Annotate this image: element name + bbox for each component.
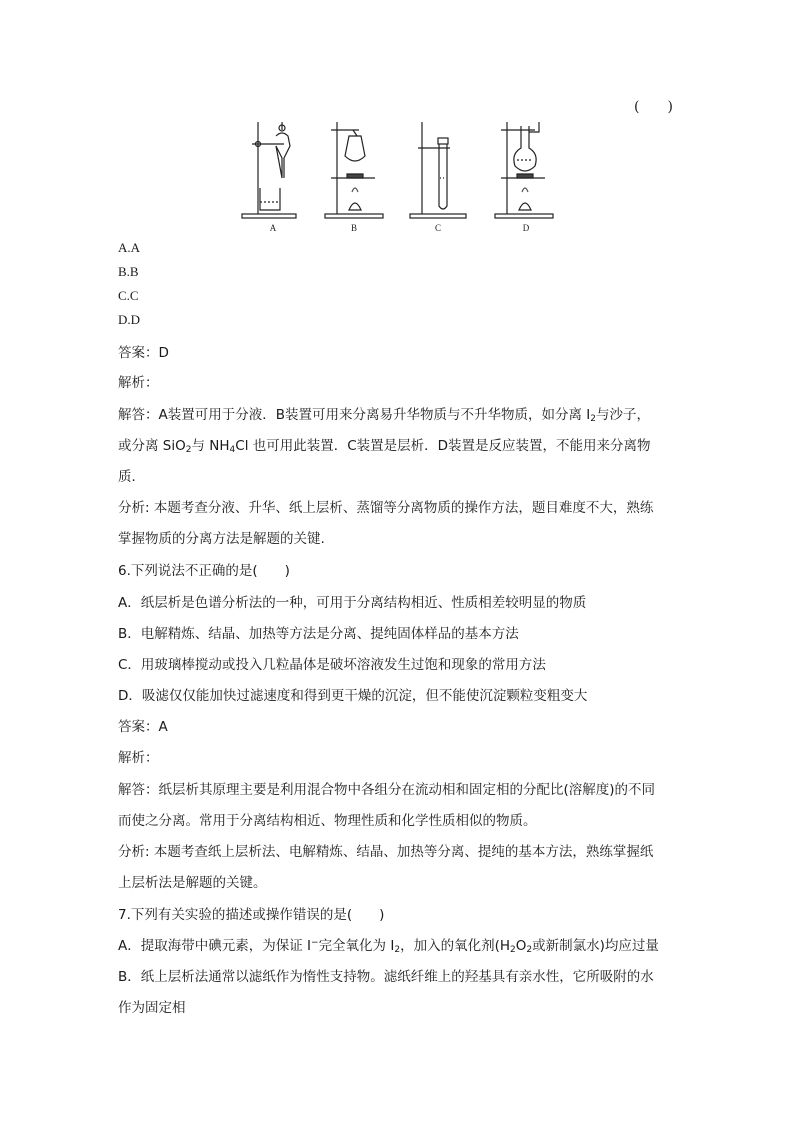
q7-title: 7.下列有关实验的描述或操作错误的是( )	[118, 907, 385, 923]
q7-option-b-line-1: B．纸上层析法通常以滤纸作为惰性支持物。滤纸纤维上的羟基具有亲水性，它所吸附的水	[118, 969, 654, 985]
q6-option-a: A．纸层析是色谱分析法的一种，可用于分离结构相近、性质相差较明显的物质	[118, 595, 587, 611]
q5-fenxi-line-2: 掌握物质的分离方法是解题的关键.	[118, 531, 325, 547]
q7-option-b-line-2: 作为固定相	[118, 1000, 186, 1016]
q5-jieda-line-3: 质．	[118, 469, 145, 485]
q5-option-a: A.A	[118, 240, 141, 255]
q6-option-c: C．用玻璃棒搅动或投入几粒晶体是破坏溶液发生过饱和现象的常用方法	[118, 657, 546, 673]
q5-option-d: D.D	[118, 312, 141, 327]
q5-jieda-line-2: 或分离 SiO$_2$与 $NH_4Cl$ 也可用此装置．C装置是层析．D装置是反应装置，不能用来分离物	[118, 438, 651, 455]
apparatus-b	[325, 122, 383, 218]
label-a: A	[269, 223, 277, 233]
q6-title: 6.下列说法不正确的是( )	[118, 563, 290, 579]
q7-option-a: A．提取海带中碘元素，为保证 I−完全氧化为 $I_2$，加入的氧化剂($H_2O_2$或新制氯水)均应过量	[118, 938, 659, 955]
apparatus-d	[495, 122, 553, 218]
apparatus-a	[242, 122, 296, 218]
apparatus-figure	[238, 118, 560, 238]
q6-jieda-line-1: 解答：纸层析其原理主要是利用混合物中各组分在流动相和固定相的分配比(溶解度)的不同	[118, 782, 656, 798]
q5-jieda-line-1: 解答：A装置可用于分液．B装置可用来分离易升华物质与不升华物质，如分离 $I_2$与沙子，	[118, 407, 651, 424]
q6-jieda-line-2: 而使之分离。常用于分离结构相近、物理性质和化学性质相似的物质。	[118, 813, 537, 829]
answer-bracket: ( )	[634, 99, 673, 115]
label-c: C	[434, 223, 442, 233]
q6-fenxi-line-2: 上层析法是解题的关键。	[118, 875, 267, 891]
q5-fenxi-line-1: 分析: 本题考查分液、升华、纸上层析、蒸馏等分离物质的操作方法，题目难度不大，熟练	[118, 500, 654, 516]
q5-jiexi: 解析：	[118, 375, 159, 391]
q6-option-d: D．吸滤仅仅能加快过滤速度和得到更干燥的沉淀，但不能使沉淀颗粒变粗变大	[118, 688, 588, 704]
q6-option-b: B．电解精炼、结晶、加热等方法是分离、提纯固体样品的基本方法	[118, 626, 519, 642]
apparatus-c	[410, 122, 466, 218]
label-b: B	[350, 223, 358, 233]
q5-option-c: C.C	[118, 288, 139, 303]
q5-option-b: B.B	[118, 264, 139, 279]
apparatus-diagram	[238, 118, 560, 238]
label-d: D	[522, 223, 530, 233]
q5-answer: 答案：D	[118, 345, 169, 361]
q6-answer: 答案：A	[118, 719, 168, 735]
q6-jiexi: 解析：	[118, 750, 159, 766]
q6-fenxi-line-1: 分析: 本题考查纸上层析法、电解精炼、结晶、加热等分离、提纯的基本方法，熟练掌握纸	[118, 844, 654, 860]
